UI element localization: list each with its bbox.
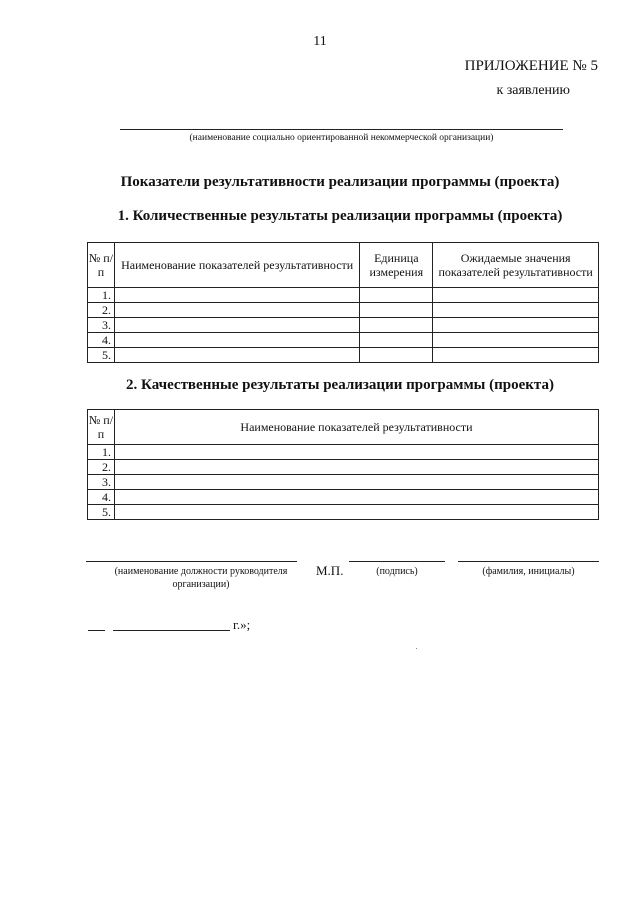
unit-cell[interactable] <box>360 318 433 333</box>
scan-speck <box>416 648 417 649</box>
signature-caption: (подпись) <box>376 566 418 577</box>
indicator-name-cell[interactable] <box>114 505 598 520</box>
page-number: 11 <box>313 34 327 49</box>
unit-cell[interactable] <box>360 303 433 318</box>
expected-value-cell[interactable] <box>433 333 599 348</box>
column-header-indicator-name: Наименование показателей результативности <box>114 410 598 445</box>
unit-cell[interactable] <box>360 288 433 303</box>
main-title: Показатели результативности реализации программы (проекта) <box>120 174 560 190</box>
row-number: 3. <box>88 475 115 490</box>
position-caption: (наименование должности руководителя организации) <box>114 566 288 590</box>
row-number: 3. <box>88 318 115 333</box>
unit-cell[interactable] <box>360 333 433 348</box>
org-name-line[interactable] <box>120 129 563 130</box>
quantitative-results-table <box>87 242 599 363</box>
table-row <box>88 348 599 363</box>
expected-value-cell[interactable] <box>433 288 599 303</box>
table-row <box>88 445 599 460</box>
stamp-label: М.П. <box>316 563 344 578</box>
row-number: 2. <box>88 303 115 318</box>
table-header-row <box>88 410 599 445</box>
indicator-name-cell[interactable] <box>114 460 598 475</box>
section-1-title: 1. Количественные результаты реализации программы (проекта) <box>117 208 563 224</box>
indicator-name-cell[interactable] <box>114 288 359 303</box>
table-row <box>88 475 599 490</box>
table-row <box>88 288 599 303</box>
row-number: 1. <box>88 445 115 460</box>
column-header-indicator-name: Наименование показателей результативности <box>114 243 359 288</box>
table-header-row <box>88 243 599 288</box>
row-number: 5. <box>88 505 115 520</box>
expected-value-cell[interactable] <box>433 303 599 318</box>
qualitative-results-table <box>87 409 599 520</box>
indicator-name-cell[interactable] <box>114 475 598 490</box>
indicator-name-cell[interactable] <box>114 348 359 363</box>
position-signature-line[interactable] <box>86 561 297 562</box>
indicator-name-cell[interactable] <box>114 490 598 505</box>
table-row <box>88 333 599 348</box>
date-day-line[interactable] <box>88 630 105 631</box>
date-year-suffix: г.»; <box>233 617 251 632</box>
section-2-title: 2. Качественные результаты реализации программы (проекта) <box>126 377 554 393</box>
expected-value-cell[interactable] <box>433 318 599 333</box>
table-row <box>88 318 599 333</box>
indicator-name-cell[interactable] <box>114 303 359 318</box>
row-number: 1. <box>88 288 115 303</box>
indicator-name-cell[interactable] <box>114 333 359 348</box>
table-row <box>88 490 599 505</box>
signature-line[interactable] <box>349 561 445 562</box>
name-caption: (фамилия, инициалы) <box>482 566 575 577</box>
name-line[interactable] <box>458 561 599 562</box>
date-month-line[interactable] <box>113 630 230 631</box>
row-number: 4. <box>88 490 115 505</box>
row-number: 4. <box>88 333 115 348</box>
column-header-unit: Единица измерения <box>360 243 433 288</box>
column-header-number: № п/п <box>88 243 115 288</box>
org-name-caption: (наименование социально ориентированной некоммерческой организации) <box>189 133 494 143</box>
table-row <box>88 460 599 475</box>
row-number: 2. <box>88 460 115 475</box>
table-row <box>88 505 599 520</box>
appendix-subtitle: к заявлению <box>496 83 570 98</box>
column-header-expected-values: Ожидаемые значения показателей результативности <box>433 243 599 288</box>
table-row <box>88 303 599 318</box>
indicator-name-cell[interactable] <box>114 445 598 460</box>
appendix-title: ПРИЛОЖЕНИЕ № 5 <box>464 58 598 74</box>
row-number: 5. <box>88 348 115 363</box>
unit-cell[interactable] <box>360 348 433 363</box>
column-header-number: № п/п <box>88 410 115 445</box>
indicator-name-cell[interactable] <box>114 318 359 333</box>
expected-value-cell[interactable] <box>433 348 599 363</box>
